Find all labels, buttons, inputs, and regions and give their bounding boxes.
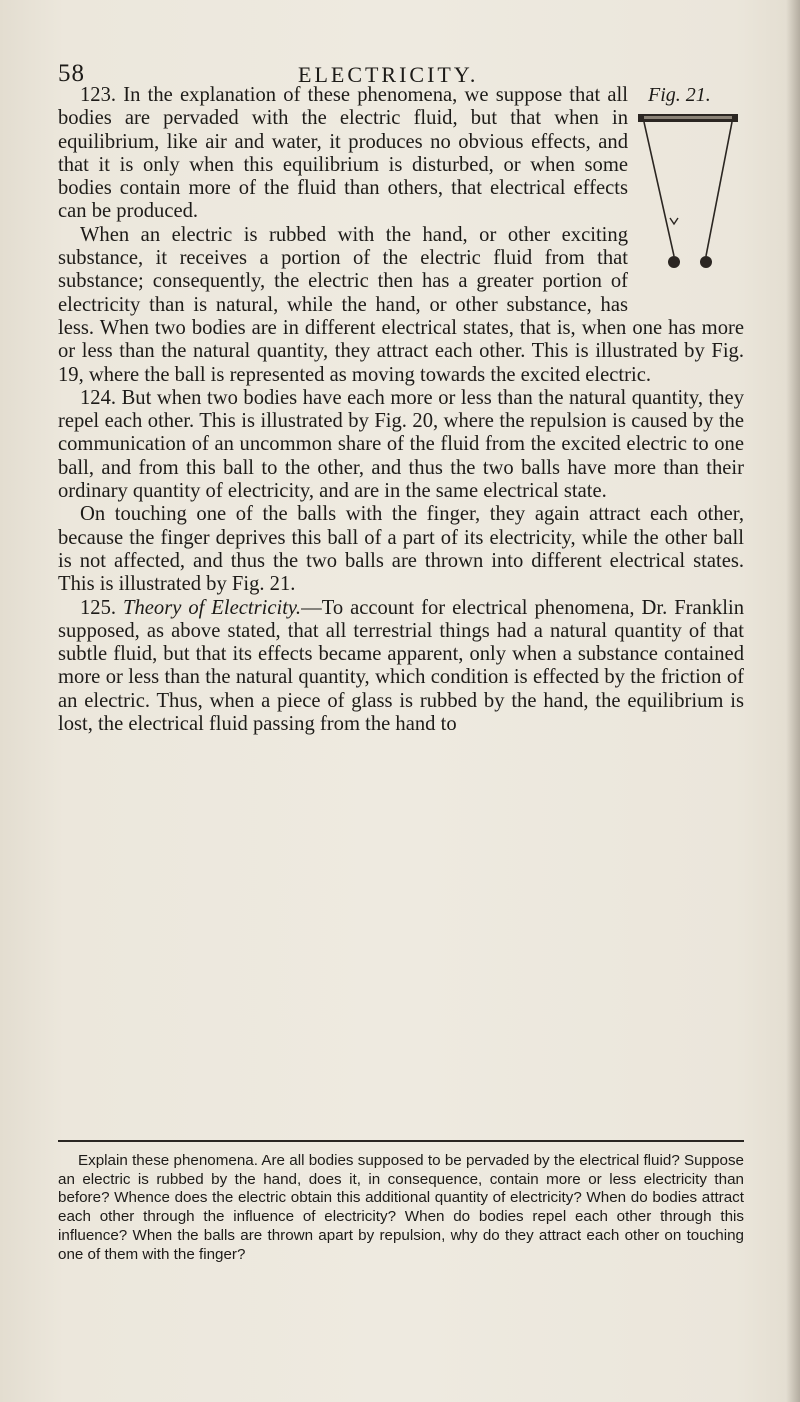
paragraph-123-continued: When an electric is rubbed with the hand, or other exciting substance, it receives a portion of the electric fluid from that substance; consequently, the electric then has a greater portion of electricity than is natural, while the hand, or other substance, has less. When two bodies are in different electrical states, that is, when one has more or less than the natural quantity, they attract each other. This is illustrated by Fig. 19, where the ball is represented as moving towards the excited electric. — [58, 223, 744, 386]
paragraph-125-body: —To account for electrical phenomena, Dr. Franklin supposed, as above stated, that all terrestrial things had a natural quantity of that subtle fluid, but that its effects became apparent, only when a substance contained more or less than the natural quantity, which condition is effected by the friction of an electric. Thus, when a piece of glass is rubbed by the hand, the equilibrium is lost, the electrical fluid passing from the hand to — [58, 596, 745, 736]
page-edge-shadow — [786, 0, 800, 1402]
figure-right-thread — [706, 122, 732, 256]
paragraph-125-title: Theory of Electricity. — [123, 596, 302, 619]
figure-21-illustration — [634, 108, 744, 288]
paragraph-125-number: 125. — [80, 596, 117, 619]
paragraph-123: 123. In the explanation of these phenomena, we suppose that all bodies are pervaded with the electric fluid, but that when in equilibrium, like air and water, it produces no obvious effects, and that it is only when this equilibrium is disturbed, or when some bodies contain more of the fluid than others, that electrical effects can be produced. — [58, 84, 628, 223]
paragraph-124: 124. But when two bodies have each more or less than the natural quantity, they repel each other. This is illustrated by Fig. 20, where the repulsion is caused by the communication of an uncommon share of the fluid from the excited electric to one ball, and from this ball to the other, and thus the two balls have more than their ordinary quantity of electricity, and are in the same electrical state. — [58, 386, 744, 503]
figure-right-ball — [700, 256, 712, 268]
figure-left-ball — [668, 256, 680, 268]
study-questions-text: Explain these phenomena. Are all bodies supposed to be pervaded by the electrical fluid? Suppose an electric is rubbed by the hand, does it, in consequence, contain more or less electricity than before? Whence does the electric obtain this additional quantity of electricity? When do bodies attract each other through the influence of electricity? When do bodies repel each other through this influence? When the balls are thrown apart by repulsion, why do they attract each other on touching one of them with the finger? — [58, 1152, 744, 1263]
paragraph-125 — [58, 597, 744, 737]
figure-left-thread — [644, 122, 674, 256]
footnote-rule — [58, 1140, 744, 1142]
page-number: 58 — [58, 60, 85, 87]
running-title: ELECTRICITY. — [298, 62, 479, 87]
paragraph-124-continued: On touching one of the balls with the finger, they again attract each other, because the finger deprives this ball of a part of its electricity, while the other ball is not affected, and thus the two balls are thrown into different electrical states. This is illustrated by Fig. 21. — [58, 503, 744, 596]
figure-21 — [634, 84, 744, 294]
body-text — [58, 84, 744, 736]
study-questions — [58, 1152, 744, 1264]
figure-label: Fig. 21. — [648, 84, 711, 106]
